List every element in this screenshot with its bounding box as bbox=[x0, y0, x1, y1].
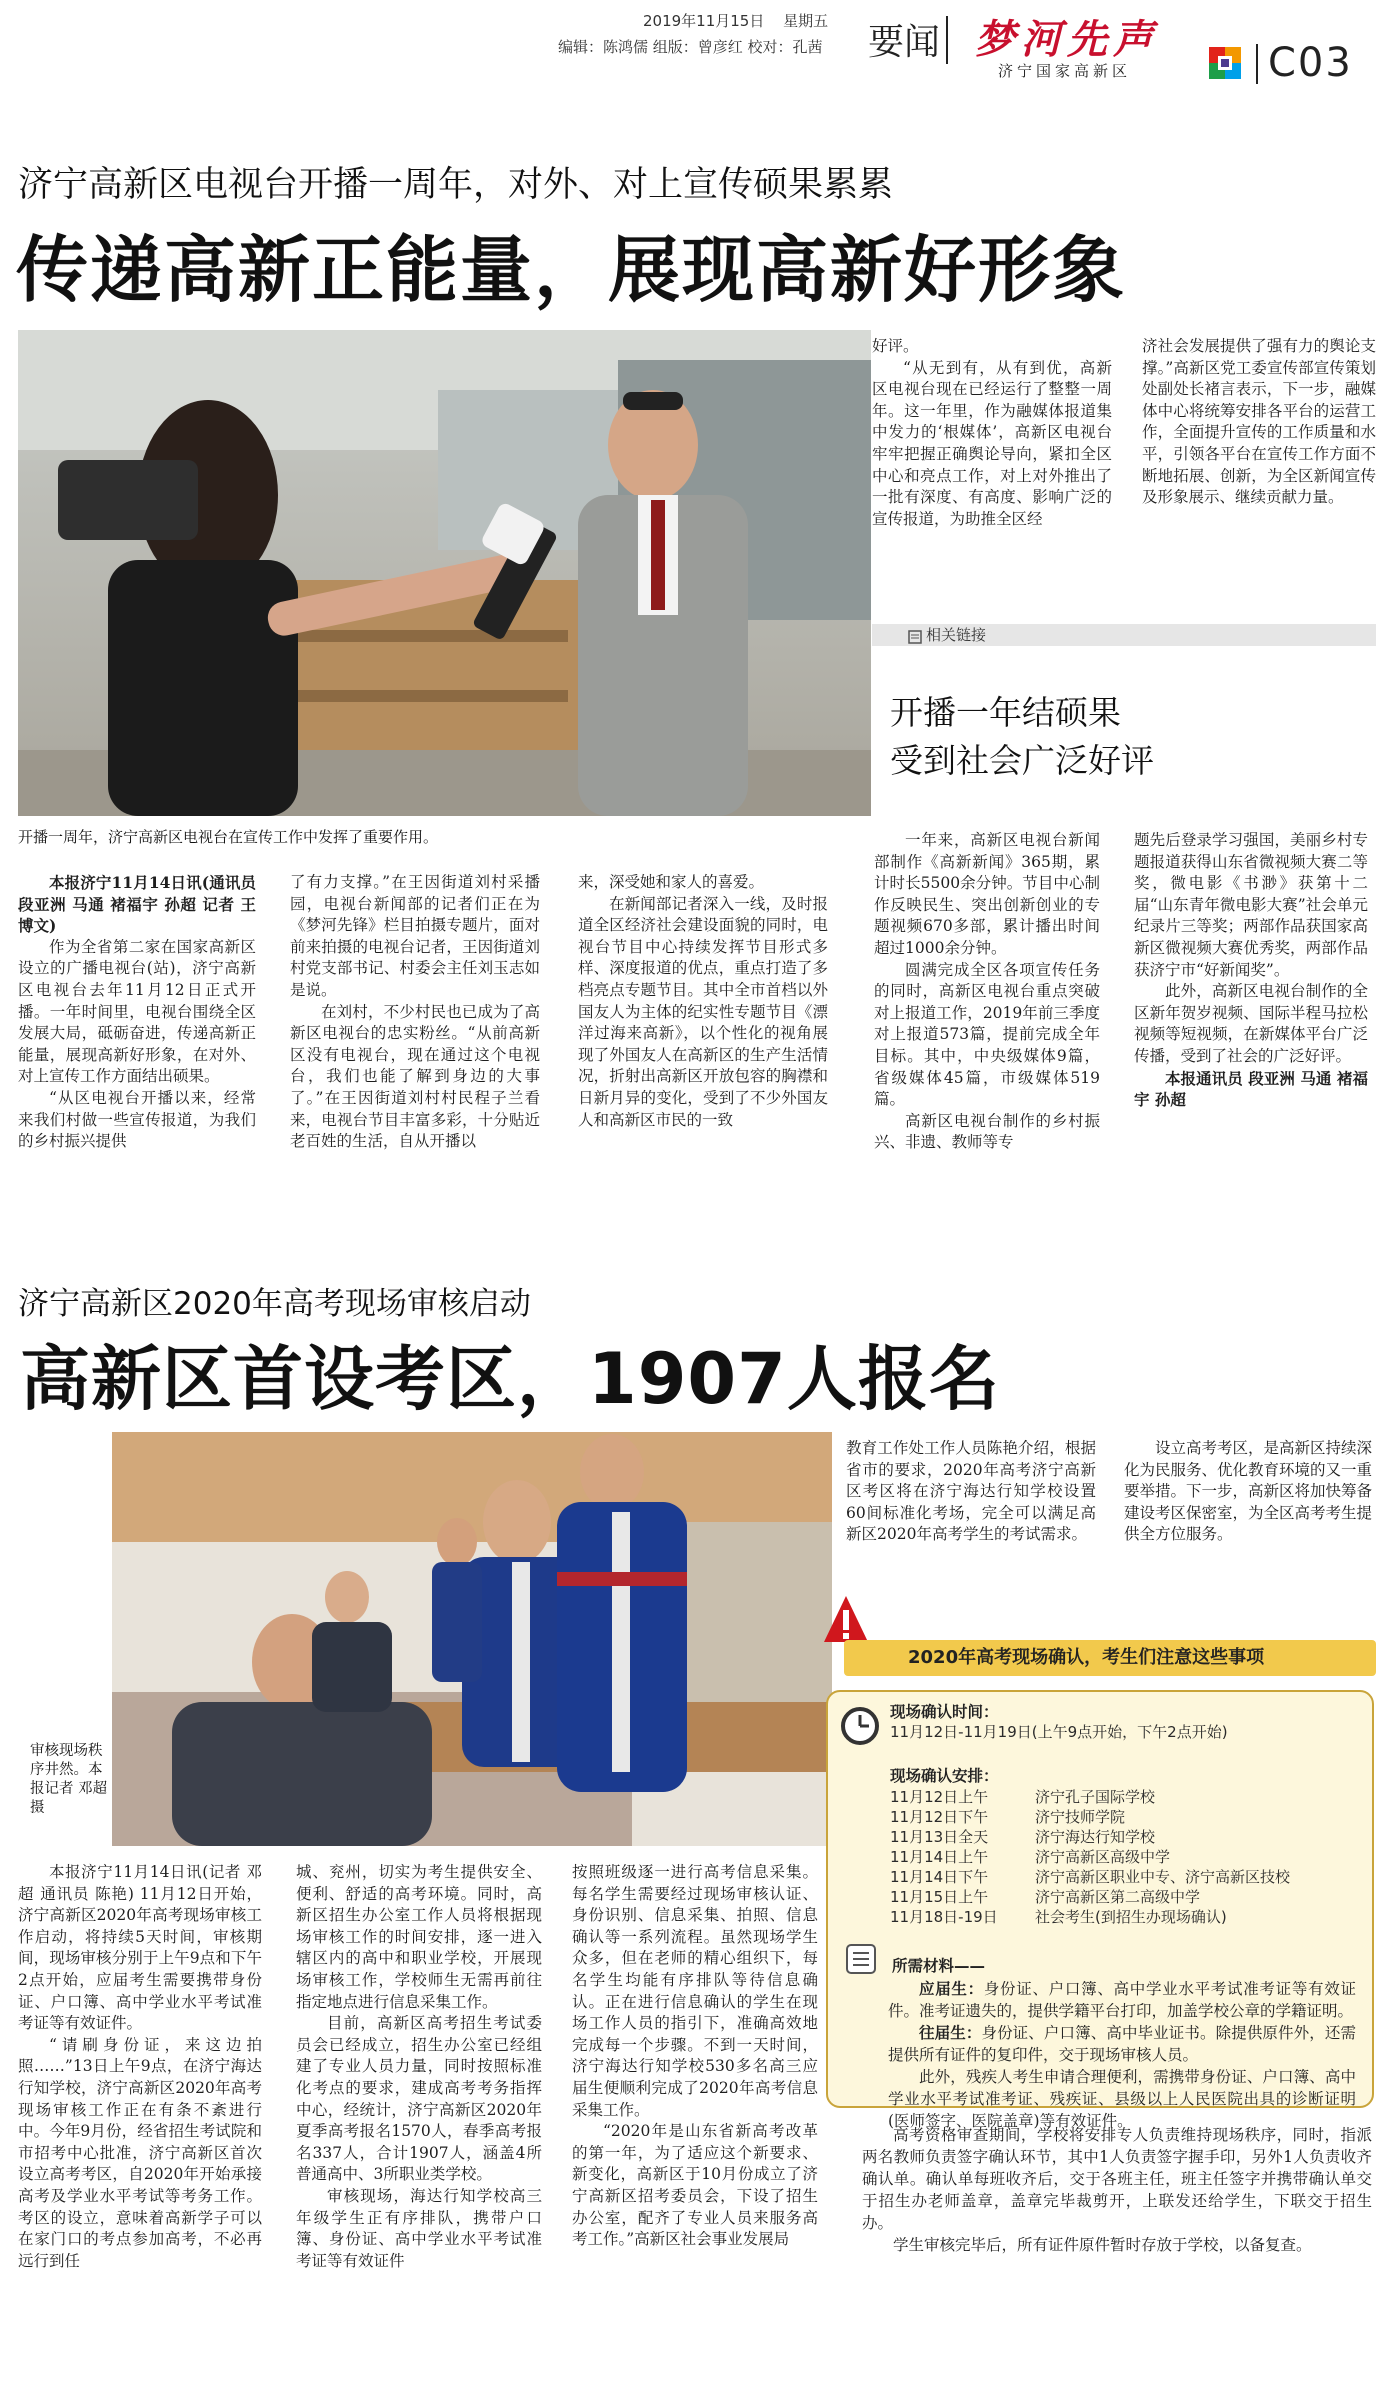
clock-icon bbox=[840, 1706, 880, 1746]
related-paragraph: 一年来，高新区电视台新闻部制作《高新新闻》365期，累计时长5500余分钟。节目中心制作反映民生、突出创新创业的专题视频670多部，累计播出时间超过1000余分钟。 bbox=[874, 831, 1100, 957]
schedule-date: 11月14日上午 bbox=[890, 1848, 989, 1866]
schedule-row bbox=[890, 1907, 1360, 1927]
related-paragraph: 题先后登录学习强国，美丽乡村专题报道获得山东省微视频大赛二等奖，微电影《书渺》获第十二届“山东青年微电影大赛”社会单元纪录片三等奖；两部作品获国家高新区微视频大赛优秀奖，两部作品获济宁市“好新闻奖”。 bbox=[1134, 831, 1368, 979]
brand-title: 梦河先声 bbox=[975, 16, 1159, 63]
related-byline: 本报通讯员 段亚洲 马通 褚福宇 孙超 bbox=[1134, 1068, 1368, 1110]
article1-paragraph: 在新闻部记者深入一线，及时报道全区经济社会建设面貌的同时，电视台节目中心持续发挥节目形式多样、深度报道的优点，重点打造了多档亮点专题节目。其中全市首档以外国友人为主体的纪实性专题节目《漂洋过海来高新》，以个性化的视角展现了外国友人在高新区的生产生活情况，折射出高新区开放包容的胸襟和日新月异的变化，受到了不少外国友人和高新区市民的一致 bbox=[578, 894, 828, 1129]
notice-box bbox=[826, 1690, 1374, 2130]
notice-after-text bbox=[862, 2124, 1372, 2256]
schedule-date: 11月12日下午 bbox=[890, 1808, 989, 1826]
related-title-line-2: 受到社会广泛好评 bbox=[890, 741, 1154, 780]
article1-paragraph: 好评。 bbox=[872, 337, 919, 355]
schedule-date: 11月12日上午 bbox=[890, 1788, 989, 1806]
issue-weekday: 星期五 bbox=[783, 12, 829, 30]
brand-subtitle: 济宁国家高新区 bbox=[998, 62, 1132, 80]
article1-column-1 bbox=[18, 872, 256, 1153]
related-paragraph: 高新区电视台制作的乡村振兴、非遗、教师等专 bbox=[874, 1111, 1100, 1152]
masthead-divider bbox=[946, 16, 948, 64]
article2-photo-caption: 审核现场秩序井然。本报记者 邓超 摄 bbox=[30, 1743, 108, 1816]
schedule-place: 济宁海达行知学校 bbox=[1035, 1828, 1156, 1846]
material-item bbox=[888, 1978, 1356, 2022]
schedule-row bbox=[890, 1867, 1360, 1887]
article2-paragraph: 目前，高新区高考招生考试委员会已经成立，招生办公室已经组建了专业人员力量，同时按照标准化考点的要求，建成高考考务指挥中心，经统计，济宁高新区2020年夏季高考报名1570人，春季高考报名337人，合计1907人，涵盖4所普通高中、3所职业类学校。 bbox=[296, 2014, 542, 2184]
material-text: 此外，残疾人考生申请合理便利，需携带身份证、户口簿、高中学业水平考试准考证、残疾证、县级以上人民医院出具的诊断证明(医师签字、医院盖章)等有效证件。 bbox=[888, 2068, 1356, 2130]
article2-paragraph: 审核现场，海达行知学校高三年级学生正有序排队，携带户口簿、身份证、高中学业水平考试准考证等有效证件 bbox=[296, 2186, 542, 2270]
notice-banner: 2020年高考现场确认，考生们注意这些事项 bbox=[844, 1640, 1376, 1676]
related-paragraph: 圆满完成全区各项宣传任务的同时，高新区电视台重点突破对上报道工作，2019年前三季度对上报道573篇，提前完成全年目标。其中，中央级媒体9篇，省级媒体45篇，市级媒体519篇。 bbox=[874, 960, 1100, 1109]
article2-column-1 bbox=[18, 1862, 262, 2272]
article2-paragraph: 设立高考考区，是高新区持续深化为民服务、优化教育环境的又一重要举措。下一步，高新区将加快筹备建设考区保密室，为全区高考考生提供全方位服务。 bbox=[1124, 1439, 1373, 1544]
article1-paragraph: 了有力支撑。”在王因街道刘村采播园，电视台新闻部的记者们正在为《梦河先锋》栏目拍摄专题片，面对前来拍摄的电视台记者，王因街道刘村党支部书记、村委会主任刘玉志如是说。 bbox=[290, 873, 540, 999]
article2-paragraph: 按照班级逐一进行高考信息采集。每名学生需要经过现场审核认证、身份识别、信息采集、拍照、信息确认等一系列流程。虽然现场学生众多，但在老师的精心组织下，每名学生均能有序排队等待信息确认。正在进行信息确认的学生在现场工作人员的指引下，准确高效地完成每一个步骤。不到一天时间，济宁海达行知学校530多名高三应届生便顺利完成了2020年高考信息采集工作。 bbox=[572, 1863, 818, 2119]
materials-list bbox=[888, 1978, 1356, 2132]
article2-paragraph: 本报济宁11月14日讯(记者 邓超 通讯员 陈艳) 11月12日开始，济宁高新区2020年高考现场审核工作启动，将持续5天时间，审核期间，现场审核分别于上午9点和下午2点开始，应届考生需要携带身份证、户口簿、高中学业水平考试准考证等有效证件。 bbox=[18, 1863, 262, 2033]
schedule-place: 济宁技师学院 bbox=[1035, 1808, 1126, 1826]
article1-paragraph: “从区电视台开播以来，经常来我们村做一些宣传报道，为我们的乡村振兴提供 bbox=[18, 1088, 256, 1151]
article1-subtitle: 济宁高新区电视台开播一周年，对外、对上宣传硕果累累 bbox=[18, 165, 894, 205]
material-lead: 应届生： bbox=[919, 1979, 984, 1998]
article2-column-3 bbox=[572, 1862, 818, 2251]
article1-paragraph: 在刘村，不少村民也已成为了高新区电视台的忠实粉丝。“从前高新区没有电视台，现在通过这个电视台，我们也能了解到身边的大事了。”在王因街道刘村村民程子兰看来，电视台节目丰富多彩，十分贴近老百姓的生活，自从开播以 bbox=[290, 1002, 540, 1151]
article1-column-3 bbox=[578, 872, 828, 1131]
confirm-time-label: 现场确认时间： bbox=[890, 1703, 999, 1721]
schedule-date: 11月14日下午 bbox=[890, 1868, 989, 1886]
schedule-date: 11月15日上午 bbox=[890, 1888, 989, 1906]
article2-paragraph: “请刷身份证，来这边拍照……”13日上午9点，在济宁海达行知学校，济宁高新区2020年高考现场审核工作正在有条不紊进行中。今年9月份，经省招生考试院和市招考中心批准，济宁高新区首次设立高考考区，自2020年开始承接高考及学业水平考试等考务工作。考区的设立，意味着高新学子可以在家门口的考点参加高考，不必再远行到任 bbox=[18, 2035, 262, 2270]
article2-title: 高新区首设考区，1907人报名 bbox=[20, 1338, 1000, 1420]
page-number: C03 bbox=[1268, 40, 1353, 86]
schedule-place: 社会考生(到招生办现场确认) bbox=[1035, 1908, 1227, 1926]
checklist-icon bbox=[844, 1942, 878, 1976]
related-column-2 bbox=[1134, 830, 1368, 1111]
article1-column-2 bbox=[290, 872, 540, 1153]
article1-title: 传递高新正能量，展现高新好形象 bbox=[16, 228, 1127, 312]
article1-paragraph: 作为全省第二家在国家高新区设立的广播电视台(站)，济宁高新区电视台去年11月12日正式开播。一年时间里，电视台围绕全区发展大局，砥砺奋进，传递高新正能量，展现高新好形象，在对外、对上宣传工作方面结出硕果。 bbox=[18, 937, 256, 1086]
material-lead: 往届生： bbox=[919, 2023, 982, 2042]
related-paragraph: 此外，高新区电视台制作的全区新年贺岁视频、国际半程马拉松视频等短视频，在新媒体平台广泛传播，受到了社会的广泛好评。 bbox=[1134, 982, 1368, 1065]
article2-column-5 bbox=[1124, 1438, 1372, 1546]
article2-column-4 bbox=[846, 1438, 1096, 1546]
schedule-row bbox=[890, 1827, 1360, 1847]
schedule-row bbox=[890, 1847, 1360, 1867]
article1-paragraph: 济社会发展提供了强有力的舆论支撑。”高新区党工委宣传部宣传策划处副处长褚言表示，下一步，融媒体中心将统筹安排各平台的运营工作，全面提升宣传的工作质量和水平，引领各平台在宣传工作方面不断地拓展、创新，为全区新闻宣传及形象展示、继续贡献力量。 bbox=[1142, 337, 1376, 507]
article1-column-4 bbox=[872, 336, 1112, 530]
material-text: 身份证、户口簿、高中学业水平考试准考证等有效证件。准考证遗失的，提供学籍平台打印，加盖学校公章的学籍证明。 bbox=[888, 1980, 1356, 2020]
confirm-schedule-table bbox=[890, 1787, 1360, 1927]
article2-subtitle: 济宁高新区2020年高考现场审核启动 bbox=[18, 1286, 531, 1322]
material-item bbox=[888, 2022, 1356, 2066]
notice-after-paragraph: 高考资格审查期间，学校将安排专人负责维持现场秩序，同时，指派两名教师负责签字确认环节，其中1人负责签字握手印，另外1人负责收齐确认单。确认单每班收齐后，交于各班主任，班主任签字并携带确认单交于招生办老师盖章，盖章完毕裁剪开，上联发还给学生，下联交于招生办。 bbox=[862, 2126, 1372, 2232]
materials-label: 所需材料—— bbox=[892, 1957, 986, 1975]
confirm-time-value: 11月12日-11月19日(上午9点开始，下午2点开始) bbox=[890, 1723, 1228, 1741]
material-item bbox=[888, 2066, 1356, 2132]
schedule-place: 济宁孔子国际学校 bbox=[1035, 1788, 1156, 1806]
schedule-date: 11月13日全天 bbox=[890, 1828, 989, 1846]
issue-date-line bbox=[643, 10, 828, 31]
article1-photo bbox=[18, 330, 871, 816]
issue-date: 2019年11月15日 bbox=[643, 12, 765, 30]
colorful-square-logo-icon bbox=[1208, 46, 1242, 80]
document-icon bbox=[908, 628, 922, 642]
article1-column-5 bbox=[1142, 336, 1376, 509]
article2-paragraph: “2020年是山东省新高考改革的第一年，为了适应这个新要求、新变化，高新区于10月份成立了济宁高新区招考委员会，下设了招生办公室，配齐了专业人员来服务高考工作。”高新区社会事业发展局 bbox=[572, 2122, 818, 2249]
related-title-line-1: 开播一年结硕果 bbox=[890, 693, 1121, 732]
notice-after-paragraph: 学生审核完毕后，所有证件原件暂时存放于学校，以备复查。 bbox=[893, 2236, 1312, 2254]
schedule-row bbox=[890, 1807, 1360, 1827]
related-links-label: 相关链接 bbox=[926, 626, 987, 644]
page-no-divider bbox=[1256, 44, 1258, 84]
material-text: 身份证、户口簿、高中毕业证书。除提供原件外，还需提供所有证件的复印件，交于现场审核人员。 bbox=[888, 2024, 1356, 2064]
article1-paragraph: 来，深受她和家人的喜爱。 bbox=[578, 873, 765, 891]
article2-column-2 bbox=[296, 1862, 542, 2272]
schedule-place: 济宁高新区职业中专、济宁高新区技校 bbox=[1035, 1868, 1291, 1886]
section-name: 要闻 bbox=[868, 22, 941, 63]
notice-banner-wrap bbox=[822, 1594, 1382, 1694]
article1-byline: 本报济宁11月14日讯(通讯员 段亚洲 马通 褚福宇 孙超 记者 王博文) bbox=[18, 873, 256, 936]
article2-paragraph: 教育工作处工作人员陈艳介绍，根据省市的要求，2020年高考济宁高新区考区将在济宁海达行知学校设置60间标准化考场，完全可以满足高新区2020年高考学生的考试需求。 bbox=[846, 1439, 1096, 1544]
schedule-place: 济宁高新区第二高级中学 bbox=[1035, 1888, 1201, 1906]
schedule-date: 11月18日-19日 bbox=[890, 1908, 998, 1926]
exclamation-icon bbox=[822, 1594, 870, 1646]
article1-photo-caption: 开播一周年，济宁高新区电视台在宣传工作中发挥了重要作用。 bbox=[18, 828, 439, 846]
schedule-place: 济宁高新区高级中学 bbox=[1035, 1848, 1171, 1866]
schedule-row bbox=[890, 1887, 1360, 1907]
article2-photo bbox=[112, 1432, 832, 1846]
schedule-row bbox=[890, 1787, 1360, 1807]
article2-paragraph: 城、兖州，切实为考生提供安全、便利、舒适的高考环境。同时，高新区招生办公室工作人员将根据现场审核工作的时间安排，逐一进入辖区内的高中和职业学校，开展现场审核工作，学校师生无需再前往指定地点进行信息采集工作。 bbox=[296, 1863, 542, 2011]
article1-paragraph: “从无到有，从有到优，高新区电视台现在已经运行了整整一周年。这一年里，作为融媒体报道集中发力的‘根媒体’，高新区电视台牢牢把握正确舆论导向，紧扣全区中心和亮点工作，对上对外推出了一批有深度、有高度、影响广泛的宣传报道，为助推全区经 bbox=[872, 358, 1112, 528]
related-links-bar bbox=[872, 624, 1376, 646]
related-column-1 bbox=[874, 830, 1100, 1154]
editors-line: 编辑：陈鸿儒 组版：曾彦红 校对：孔茜 bbox=[558, 38, 823, 56]
confirm-arrange-label: 现场确认安排： bbox=[890, 1767, 999, 1785]
